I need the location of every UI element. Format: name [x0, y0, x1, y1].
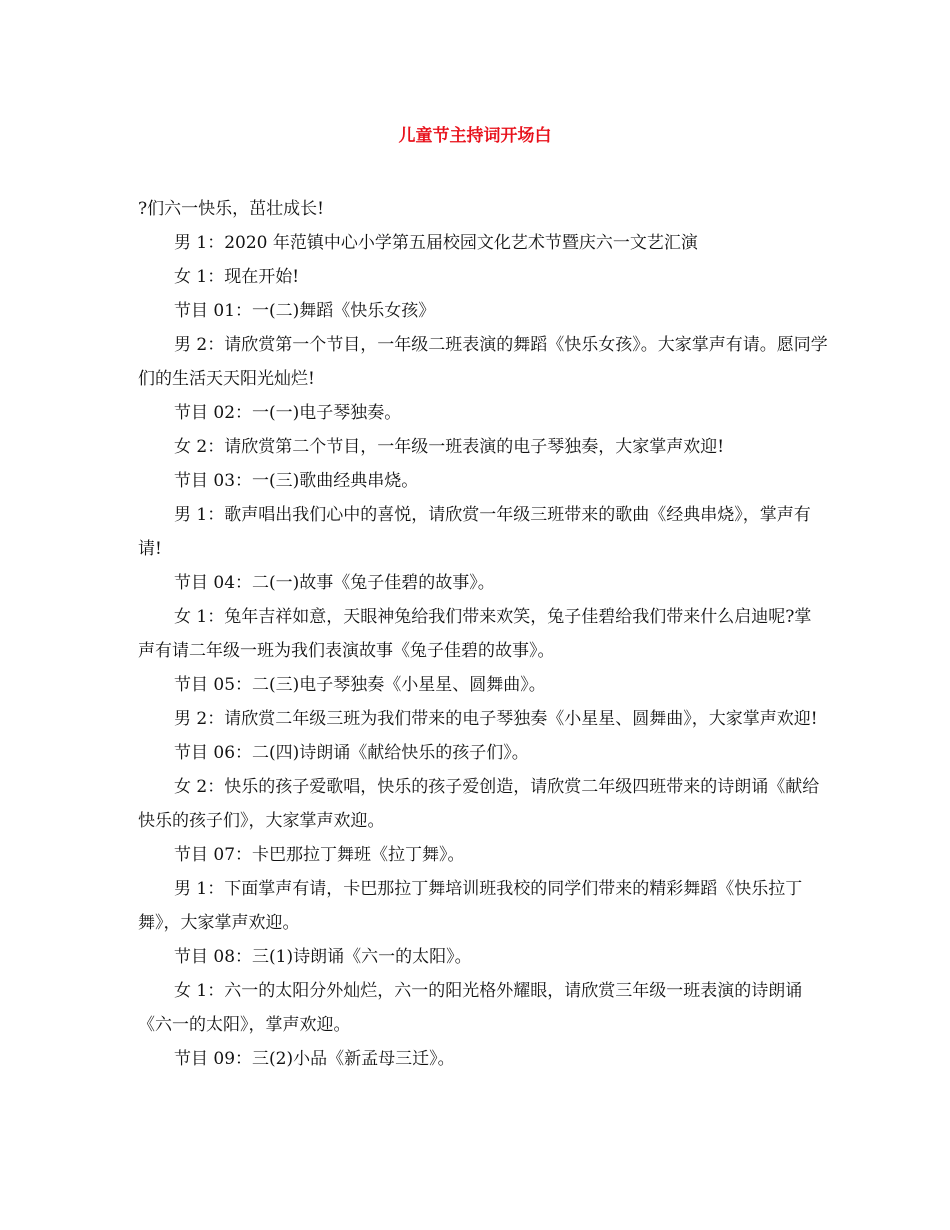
paragraph: 男 1：歌声唱出我们心中的喜悦，请欣赏一年级三班带来的歌曲《经典串烧》，掌声有请!	[138, 505, 811, 559]
paragraph: 女 1：兔年吉祥如意，天眼神兔给我们带来欢笑，兔子佳碧给我们带来什么启迪呢?掌声有请二年级一班为我们表演故事《兔子佳碧的故事》。	[138, 607, 812, 661]
paragraph: 男 2：请欣赏第一个节目，一年级二班表演的舞蹈《快乐女孩》。大家掌声有请。愿同学们的生活天天阳光灿烂!	[138, 335, 828, 389]
paragraph: ?们六一快乐，茁壮成长!	[138, 199, 324, 219]
document-title: 儿童节主持词开场白	[398, 126, 552, 146]
document-body	[138, 192, 828, 1076]
paragraph: 节目 07：卡巴那拉丁舞班《拉丁舞》。	[174, 845, 465, 865]
paragraph: 男 1：下面掌声有请，卡巴那拉丁舞培训班我校的同学们带来的精彩舞蹈《快乐拉丁舞》，大家掌声欢迎。	[138, 879, 803, 933]
paragraph: 节目 09：三(2)小品《新孟母三迁》。	[174, 1049, 455, 1069]
paragraph: 男 2：请欣赏二年级三班为我们带来的电子琴独奏《小星星、圆舞曲》，大家掌声欢迎!	[174, 709, 818, 729]
paragraph: 节目 03：一(三)歌曲经典串烧。	[174, 471, 419, 491]
paragraph: 节目 05：二(三)电子琴独奏《小星星、圆舞曲》。	[174, 675, 546, 695]
paragraph: 女 2：请欣赏第二个节目，一年级一班表演的电子琴独奏，大家掌声欢迎!	[174, 437, 725, 457]
paragraph: 女 2：快乐的孩子爱歌唱，快乐的孩子爱创造，请欣赏二年级四班带来的诗朗诵《献给快乐的孩子们》，大家掌声欢迎。	[138, 777, 820, 831]
paragraph: 男 1：2020 年范镇中心小学第五届校园文化艺术节暨庆六一文艺汇演	[174, 233, 698, 253]
paragraph: 女 1：六一的太阳分外灿烂，六一的阳光格外耀眼，请欣赏三年级一班表演的诗朗诵《六一的太阳》，掌声欢迎。	[138, 981, 803, 1035]
paragraph: 女 1：现在开始!	[174, 267, 300, 287]
paragraph: 节目 04：二(一)故事《兔子佳碧的故事》。	[174, 573, 495, 593]
paragraph: 节目 02：一(一)电子琴独奏。	[174, 403, 402, 423]
paragraph: 节目 08：三(1)诗朗诵《六一的太阳》。	[174, 947, 472, 967]
paragraph: 节目 06：二(四)诗朗诵《献给快乐的孩子们》。	[174, 743, 529, 763]
paragraph: 节目 01：一(二)舞蹈《快乐女孩》	[174, 301, 436, 321]
